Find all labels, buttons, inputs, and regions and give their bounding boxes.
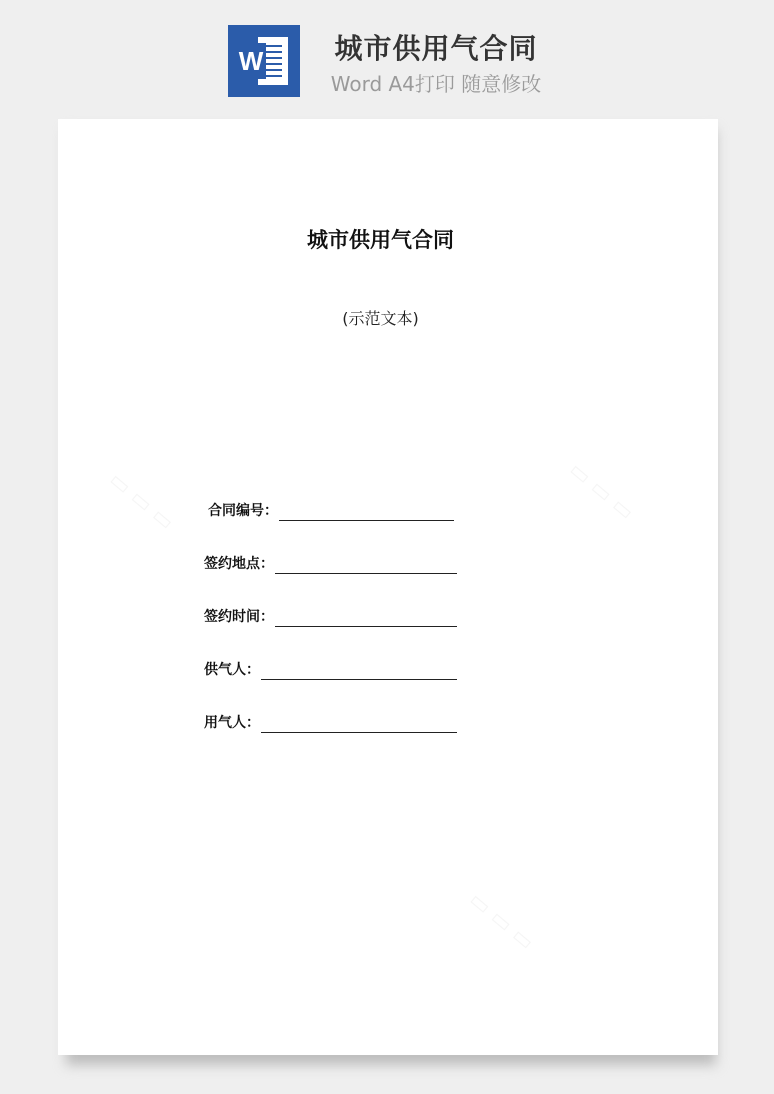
document-subtitle: (示范文本) bbox=[342, 309, 419, 328]
header bbox=[0, 0, 774, 110]
field-gas-user bbox=[204, 711, 460, 735]
field-signing-place bbox=[204, 552, 460, 576]
fill-in-line[interactable] bbox=[275, 573, 457, 574]
word-document-icon bbox=[228, 25, 300, 97]
header-subtitle: Word A4打印 随意修改 bbox=[330, 72, 542, 96]
word-letter: W bbox=[236, 43, 266, 79]
watermark bbox=[564, 457, 639, 525]
field-label: 合同编号： bbox=[208, 503, 278, 519]
field-contract-number bbox=[208, 499, 458, 523]
document-page bbox=[58, 119, 718, 1055]
field-gas-supplier bbox=[204, 658, 460, 682]
field-label: 供气人： bbox=[204, 662, 260, 678]
fill-in-line[interactable] bbox=[261, 732, 457, 733]
watermark bbox=[104, 467, 179, 535]
fill-in-line[interactable] bbox=[261, 679, 457, 680]
field-label: 签约地点： bbox=[204, 556, 274, 572]
field-label: 用气人： bbox=[204, 715, 260, 731]
header-title: 城市供用气合同 bbox=[334, 32, 538, 65]
watermark bbox=[464, 887, 539, 955]
document-title: 城市供用气合同 bbox=[307, 228, 454, 252]
fill-in-line[interactable] bbox=[279, 520, 454, 521]
fill-in-line[interactable] bbox=[275, 626, 457, 627]
field-signing-time bbox=[204, 605, 460, 629]
field-label: 签约时间： bbox=[204, 609, 274, 625]
